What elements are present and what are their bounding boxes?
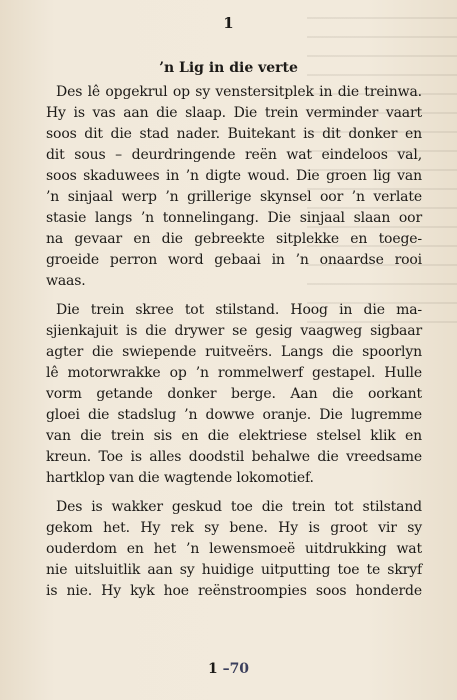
text-line: is nie. Hy kyk hoe reënstroompies soos honderde (46, 583, 422, 599)
paragraph-1 (46, 82, 422, 292)
chapter-number: 1 (223, 14, 234, 32)
signature-number: 1 (207, 661, 218, 677)
body-text (46, 82, 422, 610)
text-line: vorm getande donker berge. Aan die oorkant (46, 386, 422, 402)
text-line: van die trein sis en die elektriese stelsel klik en (46, 428, 422, 444)
text-line: sjienkajuit is die drywer se gesig vaagweg sigbaar (46, 323, 422, 339)
text-line: na gevaar en die gebreekte sitplekke en toege- (46, 231, 422, 247)
text-line: groeide perron word gebaai in ’n onaardse rooi (46, 252, 422, 268)
text-line: dit sous – deurdringende reën wat eindeloos val, (46, 147, 422, 163)
text-line: nie uitsluitlik aan sy huidige uitputting toe te skryf (46, 562, 422, 578)
text-line: soos dit die stad nader. Buitekant is dit donker en (46, 126, 422, 142)
text-line: kreun. Toe is alles doodstil behalwe die vreedsame (46, 449, 422, 465)
page-signature-mark (0, 661, 457, 677)
text-line: waas. (46, 273, 86, 289)
text-line: lê motorwrakke op ’n rommelwerf gestapel. Hulle (46, 365, 422, 381)
text-line: stasie langs ’n tonnelingang. Die sinjaal slaan oor (46, 210, 422, 226)
text-line: agter die swiepende ruitveërs. Langs die spoorlyn (46, 344, 422, 360)
text-line: gekom het. Hy rek sy bene. Hy is groot vir sy (46, 520, 422, 536)
chapter-title: ’n Lig in die verte (159, 60, 298, 76)
text-line: ouderdom en het ’n lewensmoeë uitdrukking wat (46, 541, 422, 557)
paragraph-2 (46, 300, 422, 489)
paragraph-3 (46, 497, 422, 602)
page-stamp: –70 (222, 661, 250, 677)
text-line: gloei die stadslug ’n dowwe oranje. Die lugremme (46, 407, 422, 423)
text-line: Des lê opgekrul op sy venstersitplek in die treinwa. (56, 84, 422, 100)
text-line: Des is wakker geskud toe die trein tot stilstand (56, 499, 422, 515)
text-line: hartklop van die wagtende lokomotief. (46, 470, 314, 486)
text-line: Die trein skree tot stilstand. Hoog in die ma- (56, 302, 422, 318)
text-line: Hy is vas aan die slaap. Die trein verminder vaart (46, 105, 422, 121)
text-line: ’n sinjaal werp ’n grillerige skynsel oor ’n verlate (46, 189, 422, 205)
text-line: soos skaduwees in ’n digte woud. Die groen lig van (46, 168, 422, 184)
